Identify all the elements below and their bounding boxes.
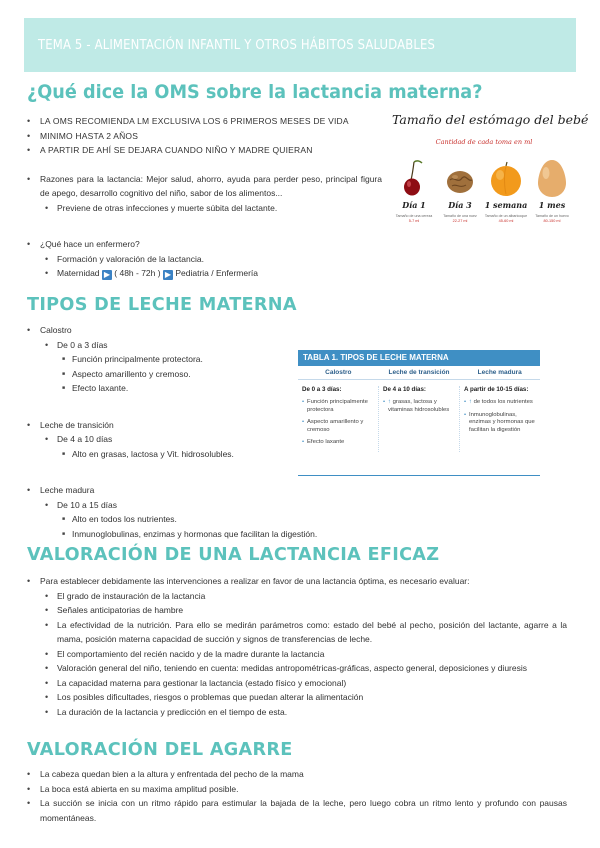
table-col-header: Calostro bbox=[325, 369, 352, 376]
list-item-enfermero: • ¿Qué hace un enfermero? bbox=[27, 237, 382, 252]
list-item: ■ Alto en todos los nutrientes. bbox=[27, 512, 357, 527]
agarre-heading: VALORACIÓN DEL AGARRE bbox=[27, 739, 293, 760]
table-cell-head: De 0 a 3 días: bbox=[302, 386, 342, 393]
list-item-razones: • Razones para la lactancia: Mejor salud, ahorro, ayuda para perder peso, principal figura de apego, desarrollo cognitivo del niño, sabor de los alimentos... bbox=[27, 172, 382, 201]
maternidad-hours: ( 48h - 72h ) bbox=[114, 268, 161, 278]
list-item: • A PARTIR DE AHÍ SE DEJARA CUANDO NIÑO Y MADRE QUIERAN bbox=[27, 143, 382, 158]
table-col-header: Leche madura bbox=[477, 369, 522, 376]
table-cell: • Inmunoglobulinas, enzimas y hormonas que facilitan la digestión bbox=[464, 412, 537, 435]
stomach-subtitle: Cantidad de cada toma en ml bbox=[435, 138, 533, 146]
stomach-caption: Tamaño de una cereza bbox=[395, 214, 433, 218]
table-cell: • Función principalmente protectora bbox=[302, 399, 375, 414]
oms-list bbox=[27, 114, 382, 281]
arrow-right-icon: ▶ bbox=[103, 270, 110, 279]
stomach-item-day1 bbox=[392, 156, 436, 223]
stomach-title: Tamaño del estómago del bebé bbox=[392, 112, 589, 127]
list-item-madura: • Leche madura bbox=[27, 483, 357, 498]
maternidad-label: Maternidad bbox=[57, 268, 100, 278]
header-banner bbox=[24, 18, 576, 72]
list-item-calostro: • Calostro bbox=[27, 323, 357, 338]
stomach-day-label: Día 3 bbox=[448, 200, 472, 210]
table-cell: • ↑ grasas, lactosa y vitaminas hidrosolubles bbox=[383, 399, 456, 414]
list-item: • El grado de instauración de la lactancia bbox=[27, 589, 567, 604]
agarre-list bbox=[27, 767, 567, 825]
stomach-day-label: 1 semana bbox=[484, 200, 528, 210]
table-cell-head: A partir de 10-15 días: bbox=[464, 386, 529, 393]
table-title: TABLA 1. TIPOS DE LECHE MATERNA bbox=[298, 350, 540, 366]
list-item: • Previene de otras infecciones y muerte súbita del lactante. bbox=[27, 201, 382, 216]
list-item: • La boca está abierta en su maxima amplitud posible. bbox=[27, 782, 567, 797]
list-item: • Los posibles dificultades, riesgos o problemas que puedan alterar la alimentación bbox=[27, 690, 567, 705]
stomach-item-month1 bbox=[530, 156, 574, 223]
stomach-ml: 45-60 ml bbox=[498, 219, 514, 223]
list-item: • MINIMO HASTA 2 AÑOS bbox=[27, 129, 382, 144]
list-item: ■ Aspecto amarillento y cremoso. bbox=[27, 367, 357, 382]
list-item: ■ Alto en grasas, lactosa y Vit. hidrosolubles. bbox=[27, 447, 357, 462]
stomach-day-label: Día 1 bbox=[402, 200, 426, 210]
list-item: • De 4 a 10 días bbox=[27, 432, 357, 447]
list-item: ■ Función principalmente protectora. bbox=[27, 352, 357, 367]
list-item: ■ Inmunoglobulinas, enzimas y hormonas que facilitan la digestión. bbox=[27, 527, 357, 542]
cherry-icon bbox=[392, 156, 436, 198]
table-cell: • Aspecto amarillento y cremoso bbox=[302, 419, 375, 434]
list-item: • La capacidad materna para gestionar la lactancia (estado físico y emocional) bbox=[27, 676, 567, 691]
list-item: • La succión se inicia con un ritmo rápido para estimular la bajada de la leche, pero luego cobra un ritmo lento y profundo con pausas momentáneas. bbox=[27, 796, 567, 825]
table-col-header: Leche de transición bbox=[388, 369, 450, 376]
walnut-icon bbox=[438, 156, 482, 198]
list-item: • De 0 a 3 días bbox=[27, 338, 357, 353]
valoracion-heading: VALORACIÓN DE UNA LACTANCIA EFICAZ bbox=[27, 544, 440, 565]
list-item: • Señales anticipatorias de hambre bbox=[27, 603, 567, 618]
apricot-icon bbox=[484, 156, 528, 198]
arrow-right-icon: ▶ bbox=[164, 270, 172, 279]
oms-heading: ¿Qué dice la OMS sobre la lactancia materna? bbox=[27, 81, 483, 103]
list-item: ■ Efecto laxante. bbox=[27, 381, 357, 396]
arrow-up-icon: ↑ bbox=[388, 399, 391, 405]
arrow-up-icon: ↑ bbox=[469, 399, 472, 405]
list-item: • De 10 a 15 días bbox=[27, 498, 357, 513]
list-item: • LA OMS RECOMIENDA LM EXCLUSIVA LOS 6 PRIMEROS MESES DE VIDA bbox=[27, 114, 382, 129]
stomach-size-infographic bbox=[392, 112, 589, 236]
table-header-row bbox=[298, 366, 540, 380]
list-item-maternidad bbox=[27, 266, 382, 281]
valoracion-list bbox=[27, 574, 567, 719]
stomach-caption: Tamaño de un huevo bbox=[535, 214, 569, 218]
stomach-ml: 5-7 ml bbox=[408, 219, 420, 223]
stomach-caption: Tamaño de un albaricoque bbox=[484, 214, 528, 218]
maternidad-next: Pediatria / Enfermería bbox=[175, 268, 259, 278]
list-item: • Formación y valoración de la lactancia. bbox=[27, 252, 382, 267]
page-title: TEMA 5 - ALIMENTACIÓN INFANTIL Y OTROS HÁBITOS SALUDABLES bbox=[38, 37, 436, 53]
stomach-caption: Tamaño de una nuez bbox=[443, 214, 477, 218]
table-col-madura bbox=[460, 386, 540, 452]
stomach-day-label: 1 mes bbox=[538, 200, 566, 210]
stomach-ml: 22-27 ml bbox=[452, 219, 468, 223]
table-cell: • Efecto laxante bbox=[302, 439, 375, 447]
table-cell: • ↑ de todos los nutrientes bbox=[464, 399, 537, 407]
list-item: • La efectividad de la nutrición. Para ello se medirán parámetros como: estado del bebé al pecho, posición del lactante, agarre a la mama, posición materna capacidad de succión y signos de transferencias de leche. bbox=[27, 618, 567, 647]
egg-icon bbox=[530, 156, 574, 198]
list-item-intro: • Para establecer debidamente las intervenciones a realizar en favor de una lactancia óptima, es necesario evaluar: bbox=[27, 574, 567, 589]
list-item: • El comportamiento del recién nacido y de la madre durante la lactancia bbox=[27, 647, 567, 662]
stomach-item-day3 bbox=[438, 156, 482, 223]
stomach-item-week1 bbox=[484, 156, 528, 223]
tipos-heading: TIPOS DE LECHE MATERNA bbox=[27, 294, 297, 315]
table-col-calostro bbox=[298, 386, 378, 452]
stomach-ml: 80-150 ml bbox=[543, 219, 561, 223]
list-item-transicion: • Leche de transición bbox=[27, 418, 357, 433]
list-item: • La duración de la lactancia y predicción en el tiempo de esta. bbox=[27, 705, 567, 720]
list-item: • Valoración general del niño, teniendo en cuenta: medidas antropométricas-gráficas, aspecto general, deposiciones y diuresis bbox=[27, 661, 567, 676]
list-item: • La cabeza quedan bien a la altura y enfrentada del pecho de la mama bbox=[27, 767, 567, 782]
table-cell-head: De 4 a 10 días: bbox=[383, 386, 426, 393]
table-body bbox=[298, 380, 540, 452]
milk-types-table bbox=[298, 350, 540, 476]
table-col-transicion bbox=[378, 386, 460, 452]
